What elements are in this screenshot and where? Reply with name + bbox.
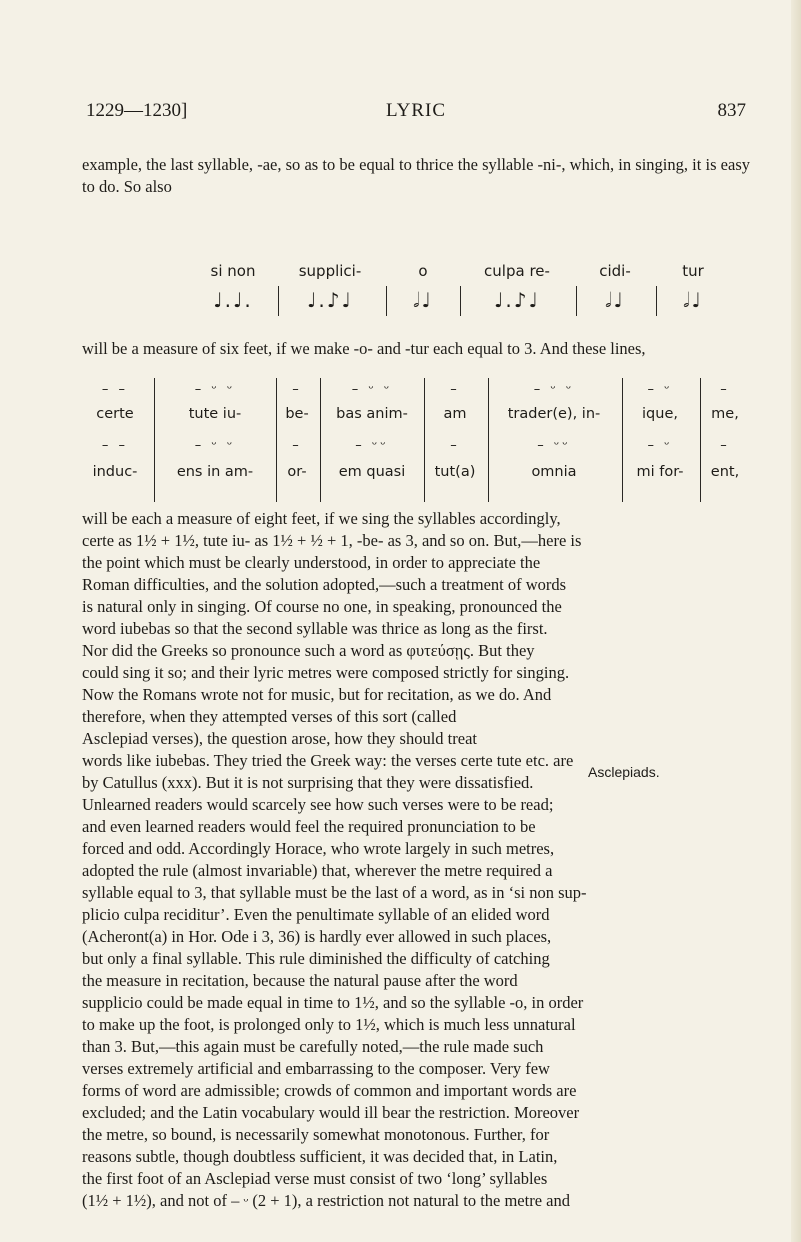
verse-word: am <box>443 406 467 422</box>
verse-word: tute iu- <box>188 406 242 422</box>
verse-word: em quasi <box>338 464 406 480</box>
verse-word: trader(e), in- <box>507 406 601 422</box>
section-range: 1229—1230] <box>86 100 188 121</box>
body-line: Nor did the Greeks so pronounce such a word as φυτεύσῃς. But they <box>82 641 535 660</box>
body-line: (Acheront(a) in Hor. Ode i 3, 36) is hardly ever allowed in such places, <box>82 927 552 946</box>
mid-text: will be a measure of six feet, if we make -o- and -tur each equal to 3. And these lines, <box>82 339 646 358</box>
bar-line <box>278 286 279 316</box>
verse-word: certe <box>96 406 134 422</box>
verse-column <box>426 378 484 502</box>
music-notes: ♩.♪♩ <box>494 288 540 312</box>
bar-line <box>386 286 387 316</box>
verse-word: be- <box>285 406 309 422</box>
verse-column <box>624 378 696 502</box>
body-line: will be each a measure of eight feet, if we sing the syllables accordingly, <box>82 509 561 528</box>
chapter-title: LYRIC <box>385 100 447 121</box>
body-line: certe as 1½ + 1½, tute iu- as 1½ + ½ + 1, -be- as 3, and so on. But,—here is <box>82 531 582 550</box>
music-notes: 𝅗𝅥♩ <box>683 288 703 312</box>
column-divider <box>622 378 623 502</box>
body-line: Asclepiad verses), the question arose, how they should treat <box>82 729 477 748</box>
meter-mark: – ᵕᵕ <box>537 438 571 453</box>
body-line: is natural only in singing. Of course no one, in speaking, pronounced the <box>82 597 562 616</box>
meter-mark: – <box>292 382 302 397</box>
music-cell <box>578 262 652 324</box>
body-line: but only a final syllable. This rule diminished the difficulty of catching <box>82 949 550 968</box>
verse-column <box>322 378 422 502</box>
body-line: the metre, so bound, is necessarily somewhat monotonous. Further, for <box>82 1125 550 1144</box>
music-syllable: supplici- <box>298 262 362 280</box>
intro-text: example, the last syllable, -ae, so as to be equal to thrice the syllable -ni-, which, in singing, it is easy to do. So also <box>82 155 750 196</box>
music-cell <box>280 262 380 324</box>
body-line: forms of word are admissible; crowds of common and important words are <box>82 1081 577 1100</box>
body-line: Roman difficulties, and the solution adopted,—such a treatment of words <box>82 575 567 594</box>
verse-word: or- <box>287 464 307 480</box>
intro-paragraph <box>82 154 750 198</box>
music-cell <box>462 262 572 324</box>
column-divider <box>700 378 701 502</box>
meter-mark: – ᵕ <box>647 382 673 397</box>
verse-column <box>278 378 316 502</box>
meter-mark: – <box>292 438 302 453</box>
verse-word: induc- <box>92 464 138 480</box>
verse-word: bas anim- <box>336 406 408 422</box>
verse-word: ent, <box>710 464 740 480</box>
verse-column <box>702 378 748 502</box>
music-notes: ♩.♪♩ <box>307 288 353 312</box>
music-cell <box>388 262 458 324</box>
body-line: could sing it so; and their lyric metres were composed strictly for singing. <box>82 663 570 682</box>
column-divider <box>424 378 425 502</box>
page-edge <box>791 0 801 1242</box>
verse-column <box>82 378 148 502</box>
column-divider <box>488 378 489 502</box>
column-divider <box>276 378 277 502</box>
verse-word: tut(a) <box>434 464 476 480</box>
body-line: the point which must be clearly understood, in order to appreciate the <box>82 553 541 572</box>
music-syllable: cidi- <box>599 262 631 280</box>
bar-line <box>656 286 657 316</box>
music-cell <box>658 262 728 324</box>
music-syllable: tur <box>682 262 704 280</box>
body-line: excluded; and the Latin vocabulary would ill bear the restriction. Moreover <box>82 1103 580 1122</box>
body-line: than 3. But,—this again must be carefully noted,—the rule made such <box>82 1037 544 1056</box>
body-line: adopted the rule (almost invariable) that, wherever the metre required a <box>82 861 553 880</box>
body-line: (1½ + 1½), and not of – ᵕ (2 + 1), a restriction not natural to the metre and <box>82 1191 570 1210</box>
music-notes: 𝅗𝅥♩ <box>413 288 433 312</box>
body-line: plicio culpa reciditur’. Even the penultimate syllable of an elided word <box>82 905 550 924</box>
verse-scansion-table <box>82 378 750 502</box>
mid-paragraph <box>82 338 750 360</box>
music-syllable: o <box>418 262 428 280</box>
meter-mark: – ᵕᵕ <box>355 438 389 453</box>
meter-mark: – ᵕ <box>647 438 673 453</box>
body-line: the measure in recitation, because the natural pause after the word <box>82 971 518 990</box>
bar-line <box>460 286 461 316</box>
body-line: Now the Romans wrote not for music, but for recitation, as we do. And <box>82 685 552 704</box>
verse-word: ens in am- <box>176 464 254 480</box>
body-line: syllable equal to 3, that syllable must be the last of a word, as in ‘si non sup- <box>82 883 587 902</box>
verse-word: mi for- <box>636 464 684 480</box>
meter-mark: – ᵕ ᵕ <box>351 382 393 397</box>
body-line: by Catullus (xxx). But it is not surprising that they were dissatisfied. <box>82 773 534 792</box>
meter-mark: – <box>720 382 730 397</box>
body-line: reasons subtle, though doubtless sufficient, it was decided that, in Latin, <box>82 1147 558 1166</box>
meter-mark: – <box>450 438 460 453</box>
verse-column <box>156 378 274 502</box>
body-paragraph <box>82 508 750 1212</box>
meter-mark: – <box>720 438 730 453</box>
body-line: the first foot of an Asclepiad verse must consist of two ‘long’ syllables <box>82 1169 548 1188</box>
verse-column <box>490 378 618 502</box>
meter-mark: – ᵕ ᵕ <box>533 382 575 397</box>
music-syllable: culpa re- <box>484 262 550 280</box>
music-syllable: si non <box>210 262 256 280</box>
music-notes: ♩.♩. <box>213 288 253 312</box>
body-line: words like iubebas. They tried the Greek way: the verses certe tute etc. are <box>82 751 574 770</box>
verse-word: me, <box>711 406 739 422</box>
body-line: word iubebas so that the second syllable was thrice as long as the first. <box>82 619 548 638</box>
column-divider <box>320 378 321 502</box>
meter-mark: – – <box>101 382 129 397</box>
margin-note: Asclepiads. <box>588 764 660 780</box>
music-cell <box>190 262 276 324</box>
body-line: verses extremely artificial and embarrassing to the composer. Very few <box>82 1059 550 1078</box>
meter-mark: – – <box>101 438 129 453</box>
verse-word: omnia <box>531 464 577 480</box>
music-example <box>190 262 758 324</box>
body-line: therefore, when they attempted verses of this sort (called <box>82 707 457 726</box>
column-divider <box>154 378 155 502</box>
body-line: to make up the foot, is prolonged only to 1½, which is much less unnatural <box>82 1015 576 1034</box>
body-line: Unlearned readers would scarcely see how such verses were to be read; <box>82 795 554 814</box>
meter-mark: – ᵕ ᵕ <box>194 382 236 397</box>
body-line: supplicio could be made equal in time to 1½, and so the syllable -o, in order <box>82 993 584 1012</box>
page-number: 837 <box>717 100 746 121</box>
body-line: forced and odd. Accordingly Horace, who wrote largely in such metres, <box>82 839 555 858</box>
music-notes: 𝅗𝅥♩ <box>605 288 625 312</box>
meter-mark: – ᵕ ᵕ <box>194 438 236 453</box>
body-line: and even learned readers would feel the required pronunciation to be <box>82 817 536 836</box>
verse-word: ique, <box>642 406 678 422</box>
bar-line <box>576 286 577 316</box>
meter-mark: – <box>450 382 460 397</box>
running-header <box>86 100 746 124</box>
